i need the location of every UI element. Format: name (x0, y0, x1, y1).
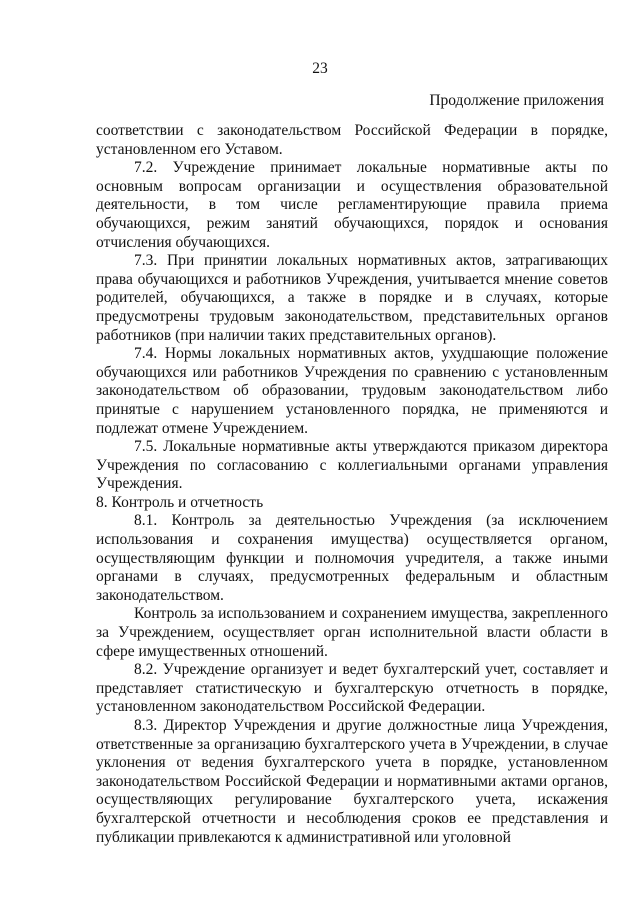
continuation-label: Продолжение приложения (429, 92, 604, 109)
paragraph-8-2: 8.2. Учреждение организует и ведет бухгалтерский учет, составляет и представляет статистическую и бухгалтерскую отчетность в порядке, установленном законодательством Российской Федерации. (96, 661, 608, 716)
document-body (96, 122, 608, 847)
page-number: 23 (312, 60, 328, 77)
paragraph-7-5: 7.5. Локальные нормативные акты утверждаются приказом директора Учреждения по согласованию с коллегиальными органами управления Учреждения. (96, 438, 608, 493)
paragraph-8-3: 8.3. Директор Учреждения и другие должностные лица Учреждения, ответственные за организацию бухгалтерского учета в Учреждении, в случае уклонения от ведения бухгалтерского учета в порядке, установленном законодательством Российской Федерации и нормативными актами органов, осуществляющих регулирование бухгалтерского учета, искажения бухгалтерской отчетности и несоблюдения сроков ее представления и публикации привлекаются к административной или уголовной (96, 717, 608, 846)
paragraph-7-3: 7.3. При принятии локальных нормативных актов, затрагивающих права обучающихся и работников Учреждения, учитывается мнение советов родителей, обучающихся, а также в порядке и в случаях, которые предусмотрены трудовым законодательством, представительных органов работников (при наличии таких представительных органов). (96, 252, 608, 344)
paragraph-8-1: 8.1. Контроль за деятельностью Учреждения (за исключением использования и сохранения имущества) осуществляется органом, осуществляющим функции и полномочия учредителя, а также иными органами в случаях, предусмотренных федеральным и областным законодательством. (96, 512, 608, 604)
paragraph-7-4: 7.4. Нормы локальных нормативных актов, ухудшающие положение обучающихся или работников Учреждения по сравнению с установленным законодательством об образовании, трудовым законодательством либо принятые с нарушением установленного порядка, не применяются и подлежат отмене Учреждением. (96, 345, 608, 437)
paragraph-property-control: Контроль за использованием и сохранением имущества, закрепленного за Учреждением, осуществляет орган исполнительной власти области в сфере имущественных отношений. (96, 605, 608, 660)
paragraph-7-2: 7.2. Учреждение принимает локальные нормативные акты по основным вопросам организации и осуществления образовательной деятельности, в том числе регламентирующие правила приема обучающихся, режим занятий обучающихся, порядок и основания отчисления обучающихся. (96, 159, 608, 251)
paragraph-7-1-continued: соответствии с законодательством Российской Федерации в порядке, установленном его Уставом. (96, 122, 608, 158)
section-heading: 8. Контроль и отчетность (96, 493, 264, 511)
